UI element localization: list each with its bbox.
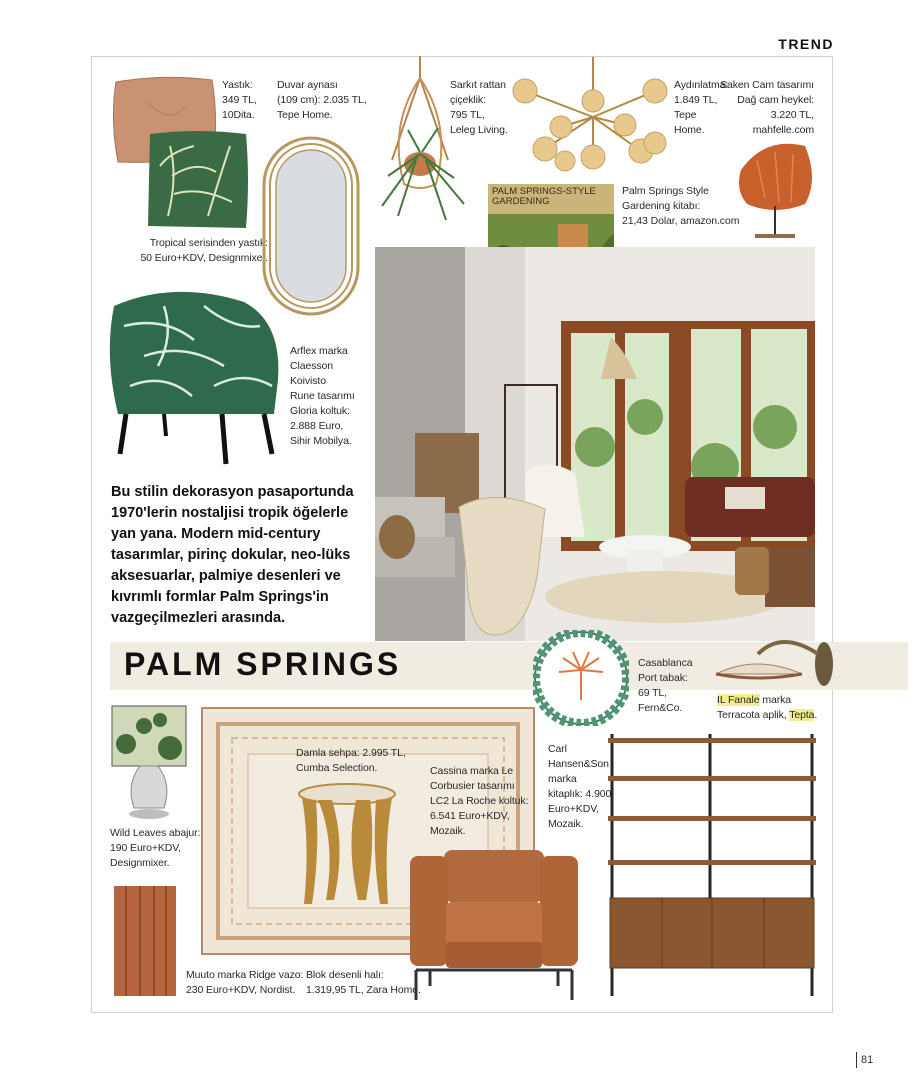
caption-kitaplik: Carl Hansen&Son marka kitaplık: 4.900 Euro+KDV, Mozaik. — [548, 743, 612, 830]
caption-heykel: Saken Cam tasarımı Dağ cam heykel: 3.220 TL, mahfelle.com — [720, 79, 814, 136]
caption-vazo: Muuto marka Ridge vazo: 230 Euro+KDV, Nordist. — [186, 969, 304, 996]
plate-image — [533, 630, 629, 726]
page-number: 81 — [856, 1052, 873, 1068]
aplik-end: . — [814, 709, 818, 721]
caption-kitap: Palm Springs Style Gardening kitabı: 21,43 Dolar, amazon.com — [622, 185, 740, 227]
wall-lamp-image — [712, 634, 834, 692]
armchair-image — [104, 286, 284, 466]
caption-ayna: Duvar aynası (109 cm): 2.035 TL, Tepe Home. — [277, 79, 367, 121]
caption-aplik — [717, 693, 817, 723]
aplik-brand: IL Fanale — [717, 694, 760, 706]
page-title: PALM SPRINGS — [124, 646, 402, 682]
aplik-text: marka Terracota aplik, — [717, 694, 791, 721]
lc2-armchair-image — [406, 846, 582, 1002]
vase-image — [112, 882, 178, 1000]
section-label: TREND — [778, 36, 834, 52]
table-lamp-image — [110, 704, 188, 822]
caption-yastik: Yastık: 349 TL, 10Dita. — [222, 79, 257, 121]
side-table-image — [296, 782, 398, 912]
bookcase-image — [606, 734, 818, 996]
caption-lc2: Cassina marka Le Corbusier tasarımı LC2 La Roche koltuk: 6.541 Euro+KDV, Mozaik. — [430, 765, 529, 837]
intro-paragraph: Bu stilin dekorasyon pasaportunda 1970'lerin nostaljisi tropik öğelerle yan yana. Modern mid-century tasarımlar, pirinç dokular, neo-lüks aksesuarlar, palmiye desenleri ve kıvrımlı formlar Palm Springs'in vazgeçilmezleri arasında. — [111, 484, 354, 626]
caption-abajur: Wild Leaves abajur: 190 Euro+KDV, Designmixer. — [110, 827, 201, 869]
aplik-store: Tepta — [789, 709, 815, 721]
caption-aydinlatma: Aydınlatma: 1.849 TL, Tepe Home. — [674, 79, 729, 136]
caption-tabak: Casablanca Port tabak: 69 TL, Fern&Co. — [638, 657, 693, 714]
caption-sehpa: Damla sehpa: 2.995 TL, Cumba Selection. — [296, 747, 406, 774]
caption-tropical: Tropical serisinden yastık: 50 Euro+KDV, Designmixer. — [140, 237, 268, 264]
caption-sarkit: Sarkıt rattan çiçeklik: 795 TL, Leleg Living. — [450, 79, 508, 136]
glass-sculpture-image — [735, 140, 817, 240]
living-room-photo — [375, 247, 815, 641]
caption-koltuk: Arflex marka Claesson Koivisto Rune tasarımı Gloria koltuk: 2.888 Euro, Sihir Mobilya. — [290, 345, 355, 447]
book-cover-title: PALM SPRINGS-STYLE GARDENING — [492, 186, 596, 207]
caption-hali: Blok desenli halı: 1.319,95 TL, Zara Home. — [306, 969, 421, 996]
chandelier-image — [505, 57, 675, 173]
